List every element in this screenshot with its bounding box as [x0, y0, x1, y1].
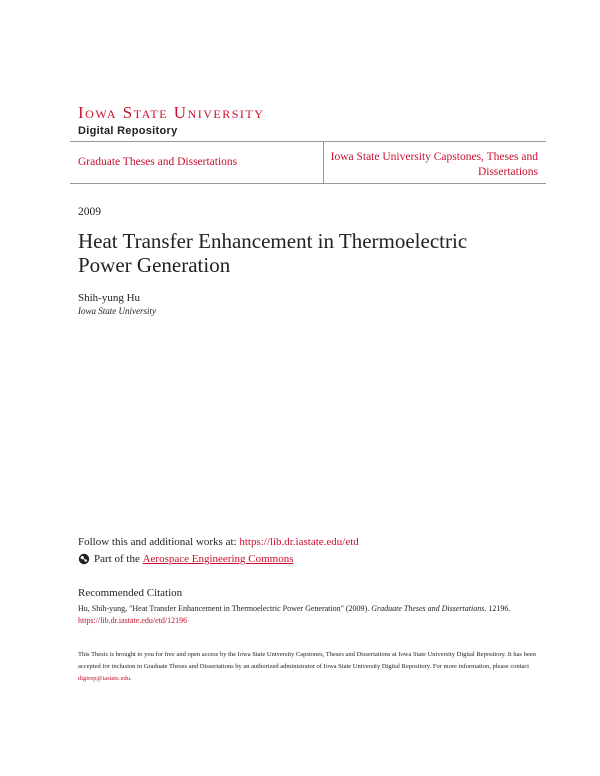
- notice-text: This Thesis is brought to you for free and open access by the Iowa State University Capstones, Theses and Dissertations at Iowa State University Digital Repository. It has been accepted for inclusion in Graduate Theses and Dissertations by an authorized administrator of Iowa State University Digital Repository. For more information, please contact: [78, 651, 536, 670]
- header-bottom-rule: [70, 183, 546, 184]
- part-of-prefix: Part of the: [94, 553, 140, 565]
- citation-body: [78, 603, 548, 627]
- follow-prefix: Follow this and additional works at:: [78, 536, 240, 548]
- citation-text: Hu, Shih-yung, "Heat Transfer Enhancement in Thermoelectric Power Generation" (2009).: [78, 604, 372, 613]
- collection-right-link-wrap: [330, 150, 538, 180]
- follow-url-link[interactable]: https://lib.dr.iastate.edu/etd: [239, 536, 359, 548]
- contact-email-link[interactable]: digirep@iastate.edu: [78, 675, 131, 682]
- repository-subtitle: Digital Repository: [78, 125, 178, 137]
- collection-capstones-link[interactable]: Iowa State University Capstones, Theses and Dissertations: [330, 151, 538, 178]
- author-affiliation: Iowa State University: [78, 306, 156, 316]
- network-commons-icon: [78, 553, 90, 565]
- collection-graduate-theses-link[interactable]: Graduate Theses and Dissertations: [78, 156, 238, 168]
- part-of-line: [78, 553, 293, 565]
- header-top-rule: [70, 141, 546, 142]
- notice-end: .: [130, 675, 132, 682]
- author-name: Shih-yung Hu: [78, 292, 141, 304]
- repository-name: Iowa State University: [78, 103, 265, 122]
- collection-left-link-wrap: [78, 156, 237, 168]
- repository-logo: [78, 104, 264, 138]
- header-divider: [323, 141, 324, 183]
- paper-title: Heat Transfer Enhancement in Thermoelectric Power Generation: [78, 229, 468, 277]
- follow-line: [78, 536, 359, 548]
- aerospace-commons-link[interactable]: Aerospace Engineering Commons: [142, 553, 294, 565]
- citation-number: . 12196.: [484, 604, 511, 613]
- publication-year: 2009: [78, 206, 101, 218]
- citation-url-link[interactable]: https://lib.dr.iastate.edu/etd/12196: [78, 616, 188, 625]
- recommended-citation-heading: Recommended Citation: [78, 587, 183, 599]
- access-notice: [78, 649, 548, 685]
- citation-series: Graduate Theses and Dissertations: [371, 604, 485, 613]
